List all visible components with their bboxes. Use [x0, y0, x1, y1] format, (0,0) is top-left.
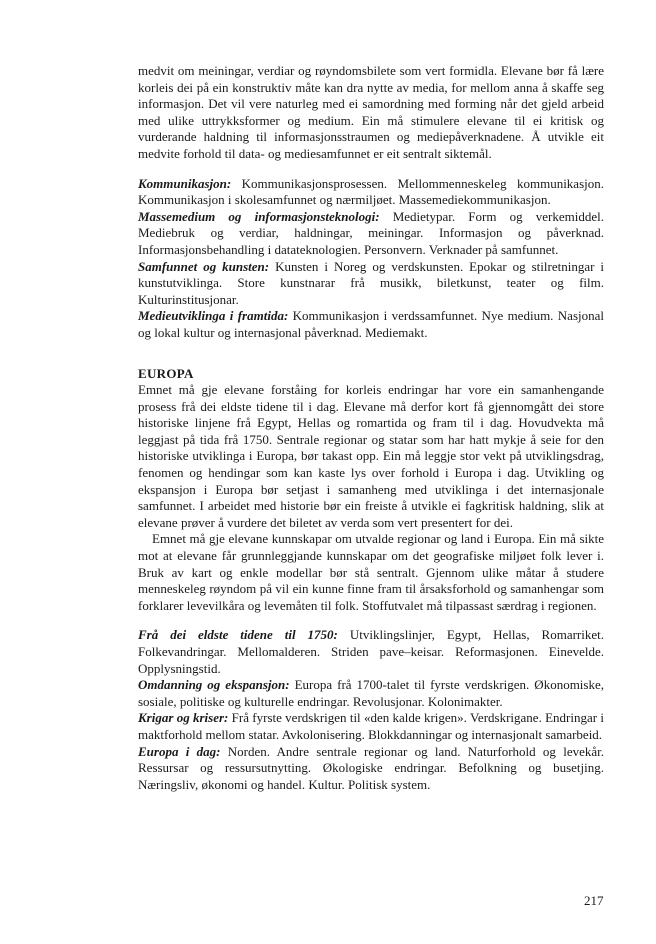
topic-text: Utviklingslinjer, Egypt, Hellas, Romarriket. Folkevandringar. Mellomalderen. Striden pave–keisar. Reformasjonen. Einevelde. Opplysningstid.: [138, 627, 605, 676]
topic-item: [138, 710, 604, 743]
topic-item: [138, 259, 604, 309]
section-heading: EUROPA: [138, 365, 194, 381]
europa-paragraph-2: Emnet må gje elevane kunnskapar om utvalde regionar og land i Europa. Ein må sikte mot at elevane får grunnleggjande kunnskapar om det geografiske miljøet folk lever i. Bruk av kart og enkle modellar bør stå sentralt. Gjennom ulike måtar å studere menneskeleg røyndom på vil ein kunne finne fram til årsaksforhold og samanhengar som forklarer levevilkåra og levemåten til folk. Stoffutvalet må tilpassast særdrag i regionen.: [138, 531, 604, 613]
topic-lead: Omdanning og ekspansjon:: [138, 677, 290, 693]
topic-text: Kunsten i Noreg og verdskunsten. Epokar og stilretningar i kunstutviklinga. Store kunstnarar frå musikk, biletkunst, teater og film. Kulturinstitusjonar.: [138, 258, 604, 307]
topic-lead: Kommunikasjon:: [138, 175, 232, 191]
topic-lead: Europa i dag:: [138, 743, 221, 759]
topic-lead: Frå dei eldste tidene til 1750:: [138, 627, 338, 643]
topic-item: [138, 744, 604, 794]
section-gap: [138, 342, 604, 355]
page-number: 217: [584, 893, 604, 908]
text-column: [138, 63, 604, 793]
topic-text: Norden. Andre sentrale regionar og land. Naturforhold og levekår. Ressursar og ressursutnytting. Økologiske endringar. Befolkning og busetjing. Næringsliv, økonomi og handel. Kultur. Politisk system.: [138, 743, 604, 792]
europa-topic-list: [138, 627, 604, 793]
media-topic-list: [138, 176, 604, 342]
topic-item: [138, 176, 604, 209]
europa-paragraph-1: Emnet må gje elevane forståing for korleis endringar har vore ein samanhengande prosess frå dei eldste tidene til i dag. Elevane må derfor kort få gjennomgått dei store historiske linjene frå Egypt, Hellas og romartida og fram til i dag. Hovudvekta må leggjast på tida frå 1750. Sentrale regionar og statar som har hatt mykje å seie for den historiske utviklinga i Europa, bør takast opp. Ein må leggje stor vekt på utviklingsdrag, fenomen og hendingar som kan kaste lys over forhold i Europa i dag. Utvikling og ekspansjon i Europa bør setjast i samanheng med utviklinga i det internasjonale samfunnet. I arbeidet med historie bør ein freiste å utvikle ei fagkritisk haldning, slik at elevane prøver å vurdere det biletet av verda som vert presentert for dei.: [138, 382, 604, 530]
topic-lead: Medieutviklinga i framtida:: [138, 308, 289, 324]
topic-lead: Samfunnet og kunsten:: [138, 258, 270, 274]
topic-item: [138, 308, 604, 341]
topic-item: [138, 209, 604, 259]
topic-item: [138, 677, 604, 710]
topic-text: Medietypar. Form og verkemiddel. Mediebruk og verdiar, haldningar, meiningar. Informasjon og påverknad. Informasjonsbehandling i datateknologien. Personvern. Verknader på samfunnet.: [138, 208, 604, 257]
topic-item: [138, 627, 604, 677]
topic-text: Frå fyrste verdskrigen til «den kalde krigen». Verdskrigane. Endringar i maktforhold mellom statar. Avkolonisering. Blokkdanningar og internasjonalt samarbeid.: [138, 710, 604, 742]
topic-lead: Massemedium og informasjonsteknologi:: [138, 208, 380, 224]
intro-paragraph: medvit om meiningar, verdiar og røyndomsbilete som vert formidla. Elevane bør få lære korleis dei på ein konstruktiv måte kan dra nytte av media, for mellom anna å skaffe seg informasjon. Det vil vere naturleg med ei samordning med forming når det gjeld arbeid med ulike uttrykksformer og medium. Ein må stimulere elevane til ei kritisk og vurderande haldning til informasjonsstraumen og mediepåverknadene. Å utvikle eit medvite forhold til data- og mediesamfunnet er eit sentralt siktemål.: [138, 63, 604, 161]
section-gap: [138, 614, 604, 627]
topic-text: Kommunikasjon i verdssamfunnet. Nye medium. Nasjonal og lokal kultur og internasjonal påverknad. Mediemakt.: [138, 308, 604, 340]
topic-text: Europa frå 1700-talet til fyrste verdskrigen. Økonomiske, sosiale, politiske og kulturelle endringar. Revolusjonar. Kolonimakter.: [138, 677, 604, 709]
topic-text: Kommunikasjonsprosessen. Mellommenneskeleg kommunikasjon. Kommunikasjon i skolesamfunnet og nærmiljøet. Massemediekommunikasjon.: [138, 175, 604, 208]
topic-lead: Krigar og kriser:: [138, 710, 229, 726]
